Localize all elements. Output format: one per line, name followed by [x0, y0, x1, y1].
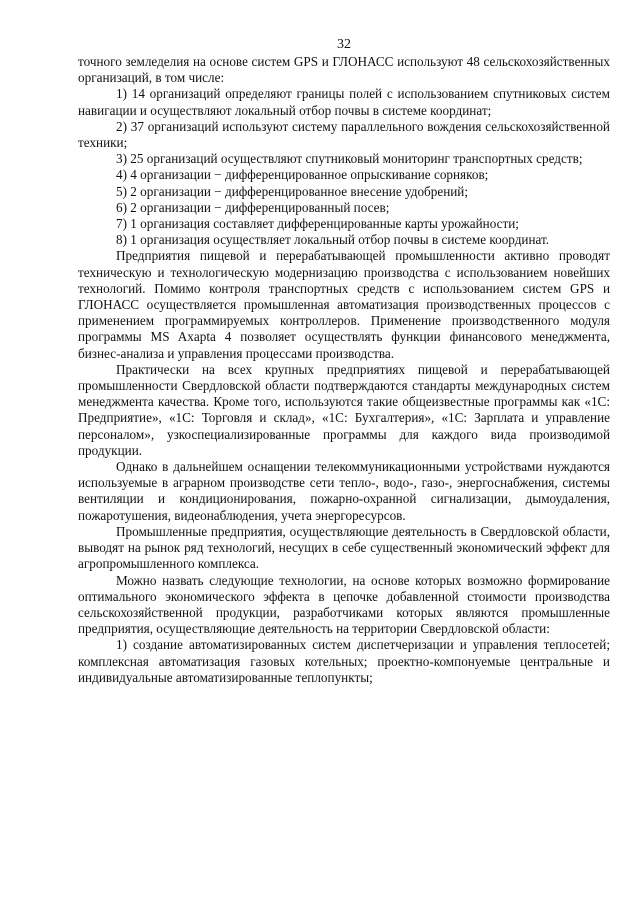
paragraph: Однако в дальнейшем оснащении телекоммуникационными устройствами нуждаются используемые в аграрном производстве сети тепло-, водо-, газо-, энергоснабжения, системы вентиляции и кондиционирования, пожарно-охранной сигнализации, дымоудаления, пожаротушения, видеонаблюдения, учета энергоресурсов.	[78, 459, 610, 523]
paragraph: точного земледелия на основе систем GPS и ГЛОНАСС используют 48 сельскохозяйственных организаций, в том числе:	[78, 54, 610, 86]
paragraph: Предприятия пищевой и перерабатывающей промышленности активно проводят техническую и технологическую модернизацию производства с использованием новейших технологий. Помимо контроля транспортных средств с использованием систем GPS и ГЛОНАСС осуществляется промышленная автоматизация производственных процессов с применением программируемых контроллеров. Применение производственного модуля программы MS Axapta 4 позволяет осуществлять функции финансового менеджмента, бизнес-анализа и управления процессами производства.	[78, 248, 610, 361]
paragraph: Практически на всех крупных предприятиях пищевой и перерабатывающей промышленности Свердловской области подтверждаются стандарты международных систем менеджмента качества. Кроме того, используются такие общеизвестные программы как «1С: Предприятие», «1С: Торговля и склад», «1С: Бухгалтерия», «1С: Зарплата и управление персоналом», узкоспециализированные программы для каждого вида производимой продукции.	[78, 361, 610, 458]
list-item: 2) 37 организаций используют систему параллельного вождения сельскохозяйственной техники;	[78, 118, 610, 151]
list-item: 5) 2 организации − дифференцированное внесение удобрений;	[116, 183, 469, 199]
list-item: 7) 1 организация составляет дифференцированные карты урожайности;	[116, 216, 519, 232]
document-body	[78, 54, 610, 686]
list-item: 6) 2 организации − дифференцированный посев;	[116, 199, 390, 215]
paragraph: Можно назвать следующие технологии, на основе которых возможно формирование оптимального экономического эффекта в цепочке добавленной стоимости производства сельскохозяйственной продукции, разработчиками которых являются промышленные предприятия, осуществляющие деятельность на территории Свердловской области:	[78, 572, 610, 637]
list-item: 4) 4 организации − дифференцированное опрыскивание сорняков;	[116, 167, 489, 183]
list-item: 8) 1 организация осуществляет локальный отбор почвы в системе координат.	[116, 232, 550, 248]
paragraph: Промышленные предприятия, осуществляющие деятельность в Свердловской области, выводят на рынок ряд технологий, несущих в себе существенный экономический эффект для агропромышленного комплекса.	[78, 523, 610, 572]
document-page	[78, 36, 610, 686]
page-number: 32	[337, 37, 351, 52]
list-item: 1) 14 организаций определяют границы полей с использованием спутниковых систем навигации и осуществляют локальный отбор почвы в системе координат;	[78, 86, 610, 118]
list-item: 1) создание автоматизированных систем диспетчеризации и управления теплосетей; комплексная автоматизация газовых котельных; проектно-компонуемые центральные и индивидуальные автоматизированные теплопункты;	[78, 637, 610, 685]
list-item: 3) 25 организаций осуществляют спутниковый мониторинг транспортных средств;	[116, 151, 583, 167]
